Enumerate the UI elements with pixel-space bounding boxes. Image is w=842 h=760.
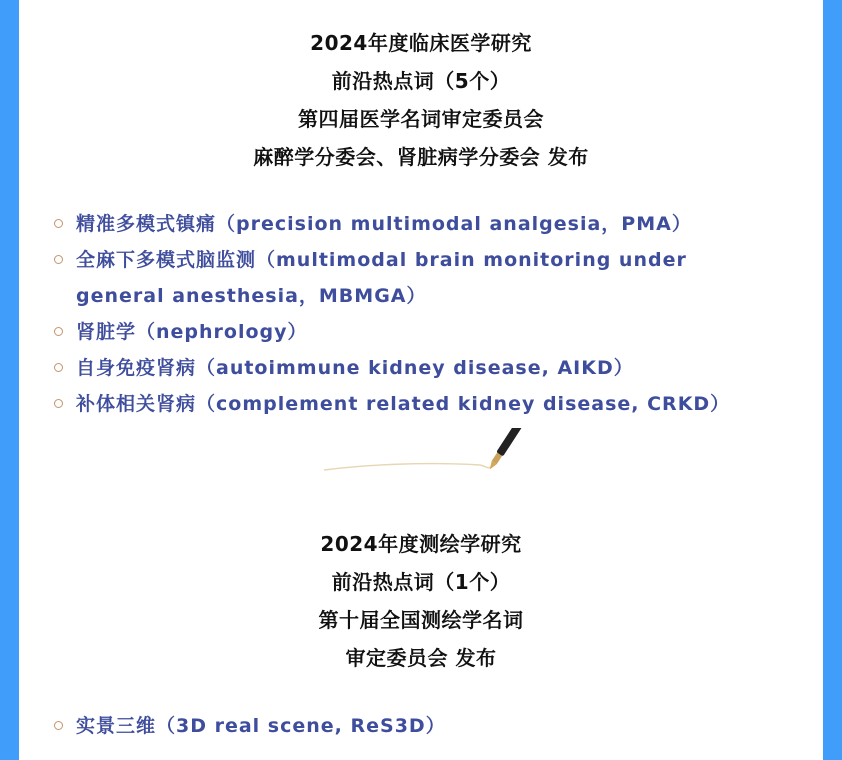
- section1-heading-line: 第四届医学名词审定委员会: [298, 107, 544, 131]
- section2-term-list: [0, 708, 756, 744]
- term-text: 全麻下多模式脑监测（multimodal brain monitoring under general anesthesia，MBMGA）: [76, 249, 687, 307]
- bullet-circle-icon: [54, 363, 63, 372]
- term-text: 精准多模式镇痛（precision multimodal analgesia，PMA）: [76, 213, 692, 235]
- term-list-item: [0, 242, 756, 314]
- term-list-item: [0, 386, 756, 422]
- section2-heading-line: 审定委员会 发布: [345, 646, 497, 670]
- right-frame-bar: [823, 0, 842, 760]
- bullet-circle-icon: [54, 219, 63, 228]
- term-text: 补体相关肾病（complement related kidney disease, CRKD）: [76, 393, 731, 415]
- section2-heading-line: 2024年度测绘学研究: [320, 532, 522, 556]
- section2-heading-line: 前沿热点词（1个）: [331, 570, 511, 594]
- section1-heading-line: 2024年度临床医学研究: [310, 31, 532, 55]
- term-list-item: [0, 314, 756, 350]
- bullet-circle-icon: [54, 721, 63, 730]
- section1-heading-line: 前沿热点词（5个）: [331, 69, 511, 93]
- section2-heading-line: 第十届全国测绘学名词: [318, 608, 524, 632]
- term-list-item: [0, 206, 756, 242]
- bullet-circle-icon: [54, 399, 63, 408]
- term-list-item: [0, 708, 756, 744]
- term-list-item: [0, 350, 756, 386]
- term-text: 实景三维（3D real scene, ReS3D）: [76, 715, 446, 737]
- pen-icon: [320, 428, 526, 478]
- bullet-circle-icon: [54, 327, 63, 336]
- section2-heading: [19, 525, 823, 677]
- section1-term-list: [0, 206, 756, 422]
- section1-heading: [19, 24, 823, 176]
- bullet-circle-icon: [54, 255, 63, 264]
- term-text: 自身免疫肾病（autoimmune kidney disease, AIKD）: [76, 357, 634, 379]
- term-text: 肾脏学（nephrology）: [76, 321, 308, 343]
- section1-heading-line: 麻醉学分委会、肾脏病学分委会 发布: [253, 145, 589, 169]
